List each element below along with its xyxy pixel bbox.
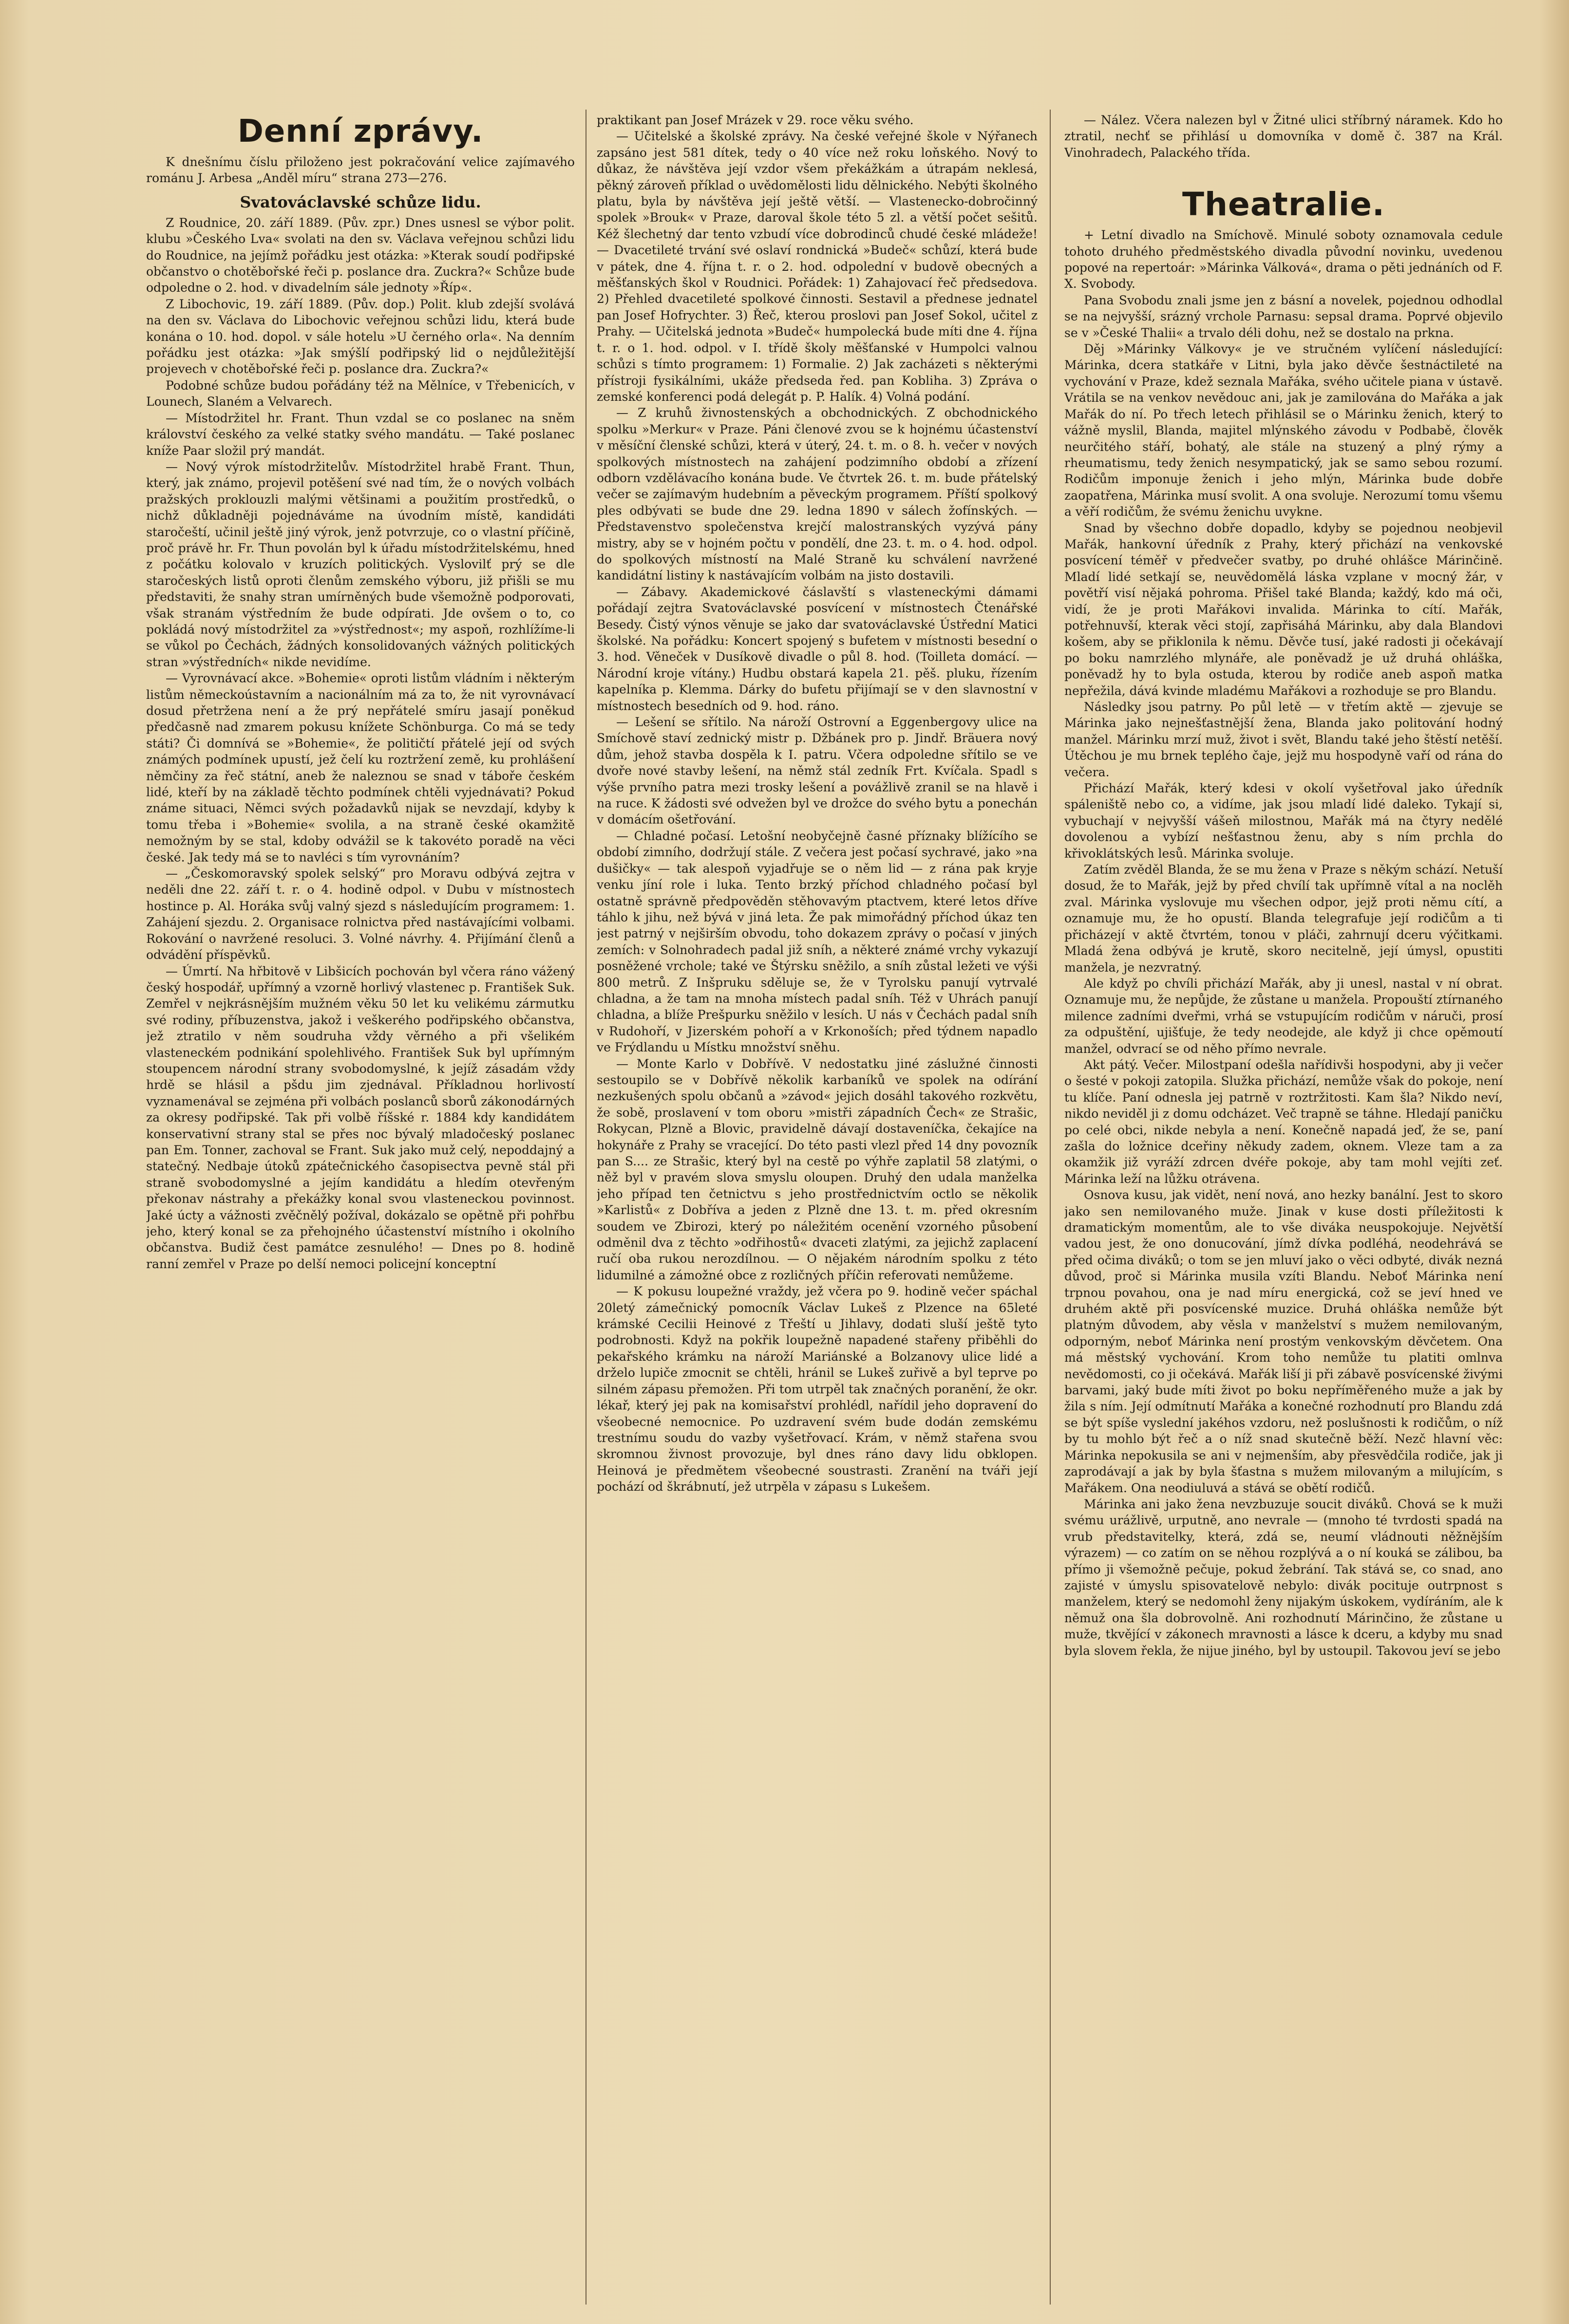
- article-paragraph: — Zábavy. Akademickové čáslavští s vlasteneckými dámami pořádají zejtra Svatováclavské posvícení v místnostech Čtenářské Besedy. Čistý výnos věnuje se jako dar svatováclavské Ústřední Matici školské. Na pořádku: Koncert spojený s bufetem v místnosti besední o 3. hod. Věneček v Dusíkově divadle o půl 8. hod. (Toilleta domácí. — Národní kroje vítány.) Hudbu obstará kapela 21. pěš. pluku, řízením kapelníka p. Klemma. Dárky do bufetu přijímají se v den slavnostní v místnostech besedních od 9. hod. ráno.: [597, 584, 1038, 713]
- article-paragraph: Následky jsou patrny. Po půl letě — v třetím aktě — zjevuje se Márinka jako nejnešťastnější žena, Blanda jako politování hodný manžel. Márinku mrzí muž, život i svět, Blandu také jeho štěstí netěší. Útěchou je mu brnek teplého čaje, jejž mu hospodyně vaří od rána do večera.: [1064, 700, 1503, 779]
- article-paragraph: — Lešení se sřítilo. Na nároží Ostrovní a Eggenbergovy ulice na Smíchově staví zednický mistr p. Džbánek pro p. Jindř. Bräuera nový dům, jehož stavba dospěla k I. patru. Včera odpoledne sřítilo se ve dvoře nové stavby lešení, na němž stál zedník Frt. Kvíčala. Spadl s výše prvního patra mezi trosky lešení a povážlivě zranil se na hlavě i na ruce. K žádosti své odvežen byl ve drožce do svého bytu a ponechán v domácím ošetřování.: [597, 715, 1038, 827]
- article-paragraph: — Vyrovnávací akce. »Bohemie« oproti listům vládním i některým listům německoústavním a nacionálním má za to, že nit vyrovnávací dosud přetržena není a že prý nepřátelé smíru jasají poněkud předčasně nad zmarem pokusu knížete Schönburga. Co má se tedy státi? Či domnívá se »Bohemie«, že političtí přátelé její od svých známých podmínek upustí, jež čelí ku roztržení země, ku prohlášení němčiny za řeč státní, aneb že naleznou se snad v táboře českém lidé, kteří by na základě těchto podmínek chtěli vyjednávati? Pokud známe situaci, Němci svých požadavků nijak se nevzdají, kdyby k tomu třeba i »Bohemie« svolila, a na straně české okamžitě nemožným by se stal, kdoby odvážil se k takovéto poradě na věci české. Jak tedy má se to navléci s tím vyrovnáním?: [146, 671, 575, 864]
- article-paragraph: — Chladné počasí. Letošní neobyčejně časné příznaky blížícího se období zimního, dodržují stále. Z večera jest počasí sychravé, jako »na dušičky« — tak alespoň vyjadřuje se o něm lid — z rána pak kryje venku jíní role i luka. Tento brzký příchod chladného počasí byl ostatně správně předpověděn stěhovavým ptactvem, které letos dříve táhlo k jihu, než bývá v jiná leta. Že pak mimořádný příchod úkaz ten jest patrný v nejširším obvodu, toho dokazem zprávy o počasí v jiných zemích: v Solnohradech padal již sníh, a některé známé vrchy vykazují posněžené vrchole; také ve Štýrsku sněžilo, a sníh zůstal ležeti ve výši 800 metrů. Z Inšpruku sděluje se, že v Tyrolsku panují vytrvalé chladna, a že tam na mnoha místech padal sníh. Též v Uhrách panují chladna, a blíže Prešpurku sněžilo v lesích. U nás v Čechách padal sníh v Rudohoří, v Jizerském pohoří a v Krkonoších; před týdnem napadlo ve Frýdlandu u Místku množství sněhu.: [597, 828, 1038, 1055]
- article-paragraph: — Monte Karlo v Dobřívě. V nedostatku jiné záslužné činnosti sestoupilo se v Dobřívě několik karbaníků ve spolek na odírání nezkušených spolu občanů a »závod« jejich dosáhl takového rozkvětu, že sobě, proslavení v tom oboru »mistři západních Čech« ze Strašic, Rokycan, Plzně a Blovic, pravidelně dávají dostaveníčka, čekajíce na hokynáře z Prahy se vracející. Do této pasti vlezl před 14 dny povozník pan S.... ze Strašic, který byl na cestě po výhře zaplatil 58 zlatými, o něž byl v pravém slova smyslu oloupen. Druhý den udala manželka jeho případ ten četnictvu s jeho prostřednictvím octlo se několik »Karlistů« z Dobřívа a jeden z Plzně dne 13. t. m. před okresním soudem ve Zbirozi, který po náležitém ocenění vzorného působení odměnil dva z těchto »odřihostů« dvaceti zlatými, za jejichž zaplacení ručí oba rukou nerozdílnou. — O nějakém národním spolku z této lidumilné a zámožné obce z rozličných příčin referovati nemůžeme.: [597, 1056, 1038, 1282]
- right-column: [1064, 112, 1503, 2309]
- article-paragraph: Z Roudnice, 20. září 1889. (Pův. zpr.) Dnes usnesl se výbor polit. klubu »Českého Lva« svolati na den sv. Václava veřejnou schůzi lidu do Roudnice, na jejímž pořádku jest otázka: »Kterak soudí podřipské občanstvo o chotěbořské řeči p. poslance dra. Zuckra?« Schůze bude odpoledne o 2. hod. v divadelním sále jednoty »Říp«.: [146, 215, 575, 295]
- article-paragraph: — Úmrtí. Na hřbitově v Libšicích pochován byl včera ráno vážený český hospodář, upřímný a vzorně horlivý vlastenec p. František Suk. Zemřel v nejkrásnějším mužném věku 50 let ku velikému zármutku své rodiny, příbuzenstva, jakož i veškerého podřipského občanstva, jež ztratilo v něm soudruha vždy věrného a při všelikém vlasteneckém podnikání spolehlivého. František Suk byl upřímným stoupencem národní strany svobodomyslné, k jejíž zásadám vždy hrdě se hlásil a pšdu jim zjednával. Příkladnou horlivostí vyznamenával se zejména při volbách poslanců sborů zákonodárných za okresy podřipské. Tak při volbě říšské r. 1884 kdy kandidátem konservativní strany stal se přes noc bývalý mladočeský poslanec pan Em. Tonner, zachoval se Frant. Suk jako muž celý, nepoddajný a statečný. Nedbaje útoků zpátečnického časopisectva pevně stál při straně svobodomyslné a jejím kandidátu a hledím otevřeným překonav nástrahy a překážky konal svou vlasteneckou povinnost. Jaké úcty a vážnosti zvěčnělý požíval, dokázalo se opětně při pohřbu jeho, který konal se za přehojného účastenství místního i okolního občanstva. Budiž čest památce zesnulého! — Dnes po 8. hodině ranní zemřel v Praze po delší nemoci policejní konceptní: [146, 964, 575, 1271]
- article-paragraph: Osnova kusu, jak vidět, není nová, ano hezky banální. Jest to skoro jako sen nemilovaného muže. Jinak v kuse dosti příležitosti k dramatickým momentům, ale to vše diváka neuspokojuje. Největší vadou jest, že ono donucování, jímž dívka podléhá, neodehrává se před očima diváků; o tom se jen mluví jako o věci odbyté, divák nezná důvod, proč si Márinka musila vzíti Blandu. Neboť Márinka není trpnou povahou, ona je nad míru energická, což se jeví hned ve druhém aktě při posvícenské muzice. Druhá ohláška nemůže být platným důvodem, aby věsla v manželství s mužem nemilovaným, odporným, neboť Márinka není prostým venkovským děvčetem. Ona má městský vychování. Krom toho nemůže tu platiti omlnva nevědomosti, co ji očekává. Mařák liší ji při zábavě posvícenské živými barvami, jaký bude míti život po boku nepříměřeného muže a jak by žila s ním. Její odmítnutí Mařáka a konečné rozhodnutí pro Blandu zdá se být spíše vyslední jakéhos vzdoru, než poslušnosti k rodičům, o níž by tu mohlo být řeč a o níž snad skutečně běží. Nezč hlavní věc: Márinka nepokusila se ani v nejmenším, aby přesvědčila rodiče, jak ji zaprodávají a jak by byla šťastna s mužem milovaným a milujícím, s Mařákem. Ona neodiuluvá a stává se obětí rodičů.: [1064, 1188, 1503, 1495]
- article-paragraph: Zatím zvěděl Blanda, že se mu žena v Praze s někým schází. Netuší dosud, že to Mařák, jejž by před chvílí tak upřímně vítal a na noclěh zval. Márinka vyslovuje mu všechen odpor, jejž proti němu cítí, a oznamuje mu, že ho opustí. Blanda telegrafuje její rodičům a ti přicházejí v aktě čtvrtém, tonou v pláči, zahrnují dceru výčitkami. Mladá žena odbývá je krutě, skoro necitelně, její úmysl, opustiti manžela, je nezvratný.: [1064, 862, 1503, 975]
- article-paragraph: Děj »Márinky Válkovy« je ve stručném vylíčení následující: Márinka, dcera statkáře v Litni, byla jako děvče šestnáctileté na vychování v Praze, kdež seznala Mařáka, svého učitele piana v ústavě. Vrátila se na venkov nevědouc ani, jak je zamilována do Mařáka a jak Mařák do ní. Po třech letech přihlásil se o Márinku ženich, který to vážně myslil, Blanda, majitel mlýnského závodu v Podbabě, člověk neurčitého stáří, bohatý, ale stále na stuzený a plný rýmy a rheumatismu, tedy ženich nesympatický, jak se samo sebou rozumí. Rodičům imponuje ženich i jeho mlýn, Márinka bude dobře zaopatřena, Márinka musí svolit. A ona svoluje. Nerozumí tomu všemu a věří rodičům, že svému ženichu uvykne.: [1064, 342, 1503, 519]
- article-paragraph: Ale když po chvíli přichází Mařák, aby ji unesl, nastal v ní obrat. Oznamuje mu, že nepůjde, že zůstane u manžela. Propouští ztírnaného milence zadními dveřmi, vrhá se vstupujícím rodičům v náruči, prosí za odpuštění, ujišťuje, že tedy neodejde, ale když ji chce opěmoutí manžel, odvrací se od něho přímo nevrale.: [1064, 976, 1503, 1056]
- article-paragraph: Podobné schůze budou pořádány též na Mělníce, v Třebenicích, v Lounech, Slaném a Velvarech.: [146, 378, 575, 409]
- section-title-theatre: Theatralie.: [1182, 186, 1385, 224]
- left-column: [146, 112, 575, 2309]
- article-paragraph: — K pokusu loupežné vraždy, jež včera po 9. hodině večer spáchal 20letý zámečnický pomocník Václav Lukeš z Plzence na 65leté krámské Cecilii Heinové z Třeští u Jihlavy, dodati sluší ještě tyto podrobnosti. Když na pokřik loupežně napadené stařeny přiběhli do pekařského krámku na nároží Mariánské a Bolzanovy ulice lidé a drželo lupiče zmocnit se chtěli, hránil se Lukeš zuřivě a byl teprve po silném zápasu přemožen. Při tom utrpěl tak značných poranění, že okr. lékař, který jej pak na komisařství prohlédl, nařídil jeho dopravení do všeobecné nemocnice. Po uzdravení svém bude dodán zemskému trestnímu soudu do vazby vyšetřovací. Krám, v němž stařena svou skromnou živnost provozuje, byl dnes ráno davy lidu obklopen. Heinová je předmětem všeobecné soustrasti. Zranění na tváři její pochází od škrábnutí, jež utrpěla v zápasu s Lukešem.: [597, 1284, 1038, 1494]
- article-paragraph: Přichází Mařák, který kdesi v okolí vyšetřoval jako úředník spáleniště nebo co, a vidíme, jak jsou mladí lidé daleko. Tykají si, vybuchají v nejvyšší vášeň milostnou, Mařák má na čtyry nedělé dovolenou a vybízí nešťastnou ženu, aby s ním prchla do křivoklátských lesů. Márinka svoluje.: [1064, 781, 1503, 861]
- article-paragraph: Z Libochovic, 19. září 1889. (Pův. dop.) Polit. klub zdejší svolává na den sv. Václava do Libochovic veřejnou schůzi lidu, která bude konána o 10. hod. dopol. v sále hotelu »U černého orla«. Na denním pořádku jest otázka: »Jak smýšlí podřipský lid o nejdůležitější projevech v chotěbořské řeči p. poslance dra. Zuckra?«: [146, 297, 575, 376]
- column-rule: [1050, 110, 1051, 2305]
- article-paragraph: — Nový výrok místodržitelův. Místodržitel hrabě Frant. Thun, který, jak známo, projevil potěšení své nad tím, že o nových volbách pražských proklouzli malými většinami a použitím prostředků, o nichž důkladněji pojednáváme na úvodním místě, kandidáti staročeští, učinil ještě jiný výrok, jenž potvrzuje, co o vlastní příčině, proč právě hr. Fr. Thun povolán byl k úřadu místodržitelskému, hned z počátku kolovalo v kruzích politických. Vyslovilť prý se dle staročeských listů oproti členům zemského výboru, již přišli se mu představiti, že snahy stran umírněných bude všemožně podporovati, však stranám výstředním že bude odpírati. Jde ovšem o to, co pokládá nový místodržitel za »výstřednost«; my aspoň, rozhlížíme-li se vůkol po Čechách, žádných konsolidovaných vážných politických stran »výstředních« nikde nevidíme.: [146, 459, 575, 669]
- article-paragraph: Akt pátý. Večer. Milostpaní odešla nařídivši hospodyni, aby ji večer o šesté v pokoji zatopila. Služka přichází, nemůže však do pokoje, není tu klíče. Paní odnesla jej patrně v roztržitosti. Kam šla? Nikdo neví, nikdo neviděl ji z domu odcházet. Več trapně se táhne. Hledají paničku po celé obci, nikde nebyla a není. Konečně napadá jeď, že se, paní zašla do ložnice dceřiny někudy zadem, oknem. Vleze tam a za okamžik již vyráží zdrcen dvéře pokoje, aby tam mohl vejíti zeť. Márinka leží na lůžku otrávena.: [1064, 1057, 1503, 1186]
- article-paragraph: Pana Svobodu znali jsme jen z básní a novelek, pojednou odhodlal se na nejvyšší, srázný vrchole Parnasu: sepsal drama. Poprvé objevilo se v »České Thalii« a trvalo déli dohu, než se dostalo na prkna.: [1064, 293, 1503, 340]
- article-paragraph: — „Českomoravský spolek selský“ pro Moravu odbývá zejtra v neděli dne 22. září t. r. o 4. hodině odpol. v Dubu v místnostech hostince p. Al. Horáka svůj valný sjezd s následujícím programem: 1. Zahájení sjezdu. 2. Organisace rolnictva před nastávajícími volbami. Rokování o navržené resoluci. 3. Volné návrhy. 4. Přijímání členů a odvádění příspěvků.: [146, 866, 575, 962]
- article-paragraph: — Nález. Včera nalezen byl v Žitné ulici stříbrný náramek. Kdo ho ztratil, nechť se přihlásí u domovníka v domě č. 387 na Král. Vinohradech, Palackého třída.: [1064, 113, 1503, 160]
- section-title-daily-news: Denní zprávy.: [237, 113, 484, 150]
- headline: Svatováclavské schůze lidu.: [240, 192, 481, 211]
- article-paragraph: Márinka ani jako žena nevzbuzuje soucit diváků. Chová se k muži svému urážlivě, urputně, ano nevrale — (mnoho té tvrdosti spadá na vrub představitelky, která, zdá se, neumí vládnouti něžnějším výrazem) — co zatím on se něhou rozplývá a o ní kouká se zálibou, ba přímo ji všemožně pečuje, pokud žebrání. Tak stává se, co snad, ano zajisté v úmyslu spisovatelově nebylo: divák pocituje outrpnost s manželem, který se nedomohl ženy nijakým úskokem, vydíráním, ale k němuž ona šla dobrovolně. Ani rozhodnutí Márinčino, že zůstane u muže, tkvějící v zákonech mravnosti a lásce k dceru, a kdyby mu snad byla slovem řekla, že nijue jiného, byl by ustoupil. Takovou jeví se jebo: [1064, 1497, 1503, 1658]
- article-paragraph: — Učitelské a školské zprávy. Na české veřejné škole v Nýřanech zapsáno jest 581 dítek, tedy o 40 více než roku loňského. Nový to důkaz, že návštěva její vzdor všem překážkám a útrapám neklesá, pěkný zároveň příklad o uvědomělosti lidu dělnického. Nebýti školného platu, byla by návštěva její ještě větší. — Vlastenecko-dobročinný spolek »Brouk« v Praze, daroval škole této 5 zl. a větší počet sešitů. Kéž šlechetný dar tento vzbudí více dobrodinců chudé české mládeže! — Dvacetileté trvání své oslaví rondnická »Budeč« schůzí, která bude v pátek, dne 4. října t. r. o 2. hod. odpolední v budově obecných a měšťanských škol v Roudnici. Pořádek: 1) Zahajovací řeč předsedova. 2) Přehled dvacetileté spolkové činnosti. Sestavil a přednese jednatel pan Josef Hofrychter. 3) Řeč, kterou proslovi pan Josef Sokol, učitel z Prahy. — Učitelská jednota »Budeč« humpolecká bude míti dne 4. října t. r. o 1. hod. odpol. v I. třídě školy měšťanské v Humpolci valnou schůzi s tímto programem: 1) Formalie. 2) Jak zacházeti s některými přístroji fysikálními, ukáže předseda řed. pan Kobliha. 3) Zpráva o zemské konferenci podá delegát p. P. Halík. 4) Volná podání.: [597, 129, 1038, 404]
- article-paragraph: + Letní divadlo na Smíchově. Minulé soboty oznamovala cedule tohoto druhého předměstského divadla původní novinku, uvedenou popové na repertoár: »Márinka Válková«, drama o pěti jednáních od F. X. Svobody.: [1064, 228, 1503, 291]
- middle-column: [597, 112, 1038, 2309]
- article-paragraph: — Místodržitel hr. Frant. Thun vzdal se co poslanec na sněm království českého za velké statky svého mandátu. — Také poslanec kníže Paar složil prý mandát.: [146, 411, 575, 458]
- article-paragraph: praktikant pan Josef Mrázek v 29. roce věku svého.: [597, 113, 914, 127]
- article-paragraph: — Z kruhů živnostenských a obchodnických. Z obchodnického spolku »Merkur« v Praze. Páni členové zvou se k hojnému účastenství v měsíční členské schůzi, která v úterý, 24. t. m. o 8. h. večer v nových spolkových místnostech na zahájení podzimního období a zřízení odborn vzdělávacího konána bude. Ve čtvrtek 26. t. m. bude přátelský večer se zajímavým hudebním a pěveckým programem. Příští spolkový ples odbývati se bude dne 29. ledna 1890 v sálech žofínských. — Představenstvo společenstva krejčí malostranských vyzývá pány mistry, aby se v hojném počtu v pondělí, dne 23. t. m. o 4. hod. odpol. do spolkových místností na Malé Straně ku schválení navržené kandidátní listiny k nastávajícím volbám na jisto dostavili.: [597, 406, 1038, 583]
- article-paragraph: K dnešnímu číslu přiloženo jest pokračování velice zajímavého románu J. Arbesa „Anděl míru“ strana 273—276.: [146, 155, 575, 186]
- article-paragraph: Snad by všechno dobře dopadlo, kdyby se pojednou neobjevil Mařák, hankovní úředník z Prahy, který přichází na venkovské posvícení téměř v předvečer svatby, po druhé ohlášce Márinčině. Mladí lidé setkají se, neuvědomělá láska vzplane v mocný žár, v povětří visí nějaká pohroma. Přišel také Blanda; každý, kdo má oči, vidí, že je proti Mařákovi invalida. Márinka to cítí. Mařák, potřehnuvší, kterak věci stojí, zapřisáhá Márinku, aby dala Blandovi košem, aby se přiklonila k němu. Děvče tusí, jaké radosti ji očekávají po boku namrzlého mlynáře, ale poněvadž je už druhá ohláška, poněvadž hy to byla ostuda, kterou by rodiče aneb aspoň matka nepřežila, dává kvinde mladému Mařákovi a rozhoduje se pro Blandu.: [1064, 521, 1503, 698]
